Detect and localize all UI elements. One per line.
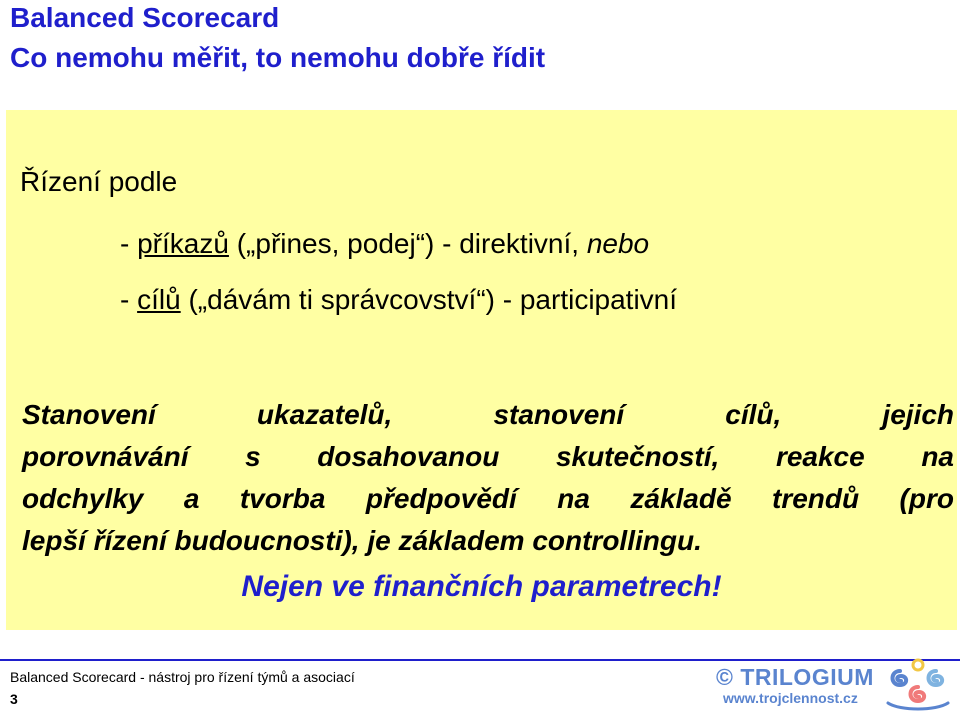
bullet-keyword: cílů [137,284,181,315]
slide-number: 3 [10,691,18,707]
website-link[interactable]: www.trojclennost.cz [723,690,858,706]
bullet-directive [120,228,649,260]
emphasis-text: Nejen ve finančních parametrech! [241,570,722,603]
paragraph-line: porovnávání s dosahovanou skutečností, reakce na [22,441,954,472]
paragraph-line: Stanovení ukazatelů, stanovení cílů, jejich [22,399,954,430]
paragraph-line: odchylky a tvorba předpovědí na základě trendů (pro [22,483,954,514]
footer-caption: Balanced Scorecard - nástroj pro řízení týmů a asociací [10,669,355,685]
paragraph-line: lepší řízení budoucnosti), je základem controllingu. [22,525,702,556]
heading: Řízení podle [20,166,178,197]
bullet-nebo: nebo [586,228,650,259]
trilogium-logo-icon [878,657,958,713]
content-panel [6,110,957,630]
bullet-dash: - [120,284,138,315]
bullet-text: („přines, podej“) - direktivní, [228,228,587,259]
controlling-paragraph [22,394,954,562]
brand-name: © TRILOGIUM [716,664,874,690]
bullet-keyword: příkazů [137,228,229,259]
footer-divider [0,659,960,661]
slide-subtitle: Co nemohu měřit, to nemohu dobře řídit [10,42,546,73]
slide-title: Balanced Scorecard [10,2,280,33]
bullet-dash: - [120,228,138,259]
bullet-text: („dávám ti správcovství“) - participativní [180,284,678,315]
bullet-participative [120,284,677,316]
